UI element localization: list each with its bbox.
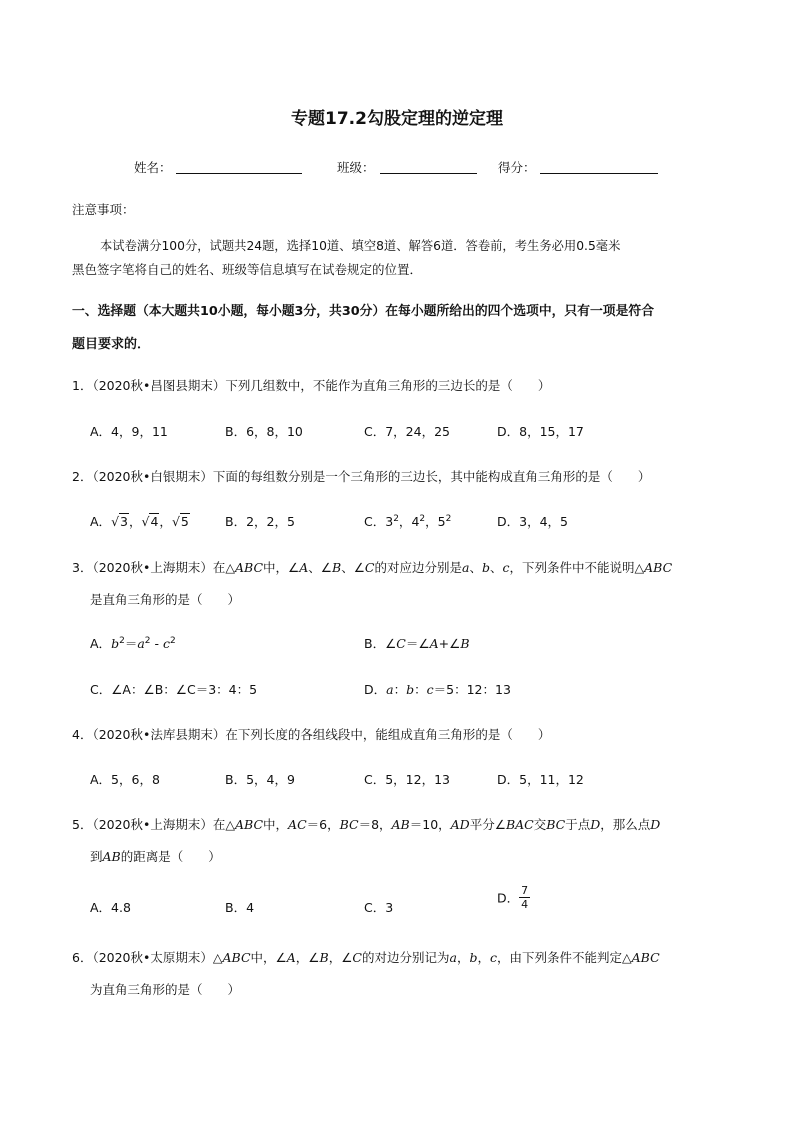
q1-option-d[interactable]: D．8，15，17: [497, 424, 584, 439]
q2-option-b[interactable]: B．2，2，5: [225, 514, 295, 529]
q2-option-c[interactable]: C．$3^2$，$4^2$，$5^2$: [364, 513, 452, 529]
q3-option-d[interactable]: D．a：b：c＝5：12：13: [364, 682, 511, 697]
score-field[interactable]: [540, 173, 658, 174]
fraction-7-4: $\frac{7}{4}$: [521, 884, 529, 911]
q3-option-b[interactable]: B．∠C＝∠A+∠B: [364, 636, 470, 651]
q5-option-b[interactable]: B．4: [225, 900, 255, 915]
class-label: 班级：: [337, 160, 375, 175]
question-6-stem-line-2: 为直角三角形的是（ ）: [90, 982, 241, 997]
page-title: 专题17.2勾股定理的逆定理: [291, 109, 503, 129]
q5-option-c[interactable]: C．3: [364, 900, 394, 915]
q4-option-a[interactable]: A．5，6，8: [90, 772, 160, 787]
q4-option-c[interactable]: C．5，12，13: [364, 772, 450, 787]
sqrt-4: √4: [141, 514, 159, 529]
q2-option-d[interactable]: D．3，4，5: [497, 514, 568, 529]
name-field[interactable]: [176, 173, 302, 174]
q4-option-b[interactable]: B．5，4，9: [225, 772, 295, 787]
q3-option-c[interactable]: C．∠A：∠B：∠C＝3：4：5: [90, 682, 258, 697]
question-3-stem-line-2: 是直角三角形的是（ ）: [90, 592, 241, 607]
question-5-stem: 5．（2020秋•上海期末）在△ABC中，AC＝6，BC＝8，AB＝10，AD平分∠BAC交BC于点D，那么点D: [72, 817, 661, 832]
score-label: 得分：: [498, 160, 536, 175]
q5-option-a[interactable]: A．4.8: [90, 900, 131, 915]
section-heading-line-2: 题目要求的．: [72, 337, 151, 352]
notice-heading: 注意事项：: [72, 202, 135, 217]
q5-option-d[interactable]: D． $\frac{7}{4}$: [497, 884, 529, 911]
q3-option-a[interactable]: A．$b^2=a^2 - c^2$: [90, 635, 176, 651]
class-field[interactable]: [380, 173, 477, 174]
sqrt-3: √3: [111, 514, 128, 529]
q2-option-a[interactable]: A．√3，√4，√5: [90, 514, 189, 529]
q1-option-a[interactable]: A．4，9，11: [90, 424, 168, 439]
question-1-stem: 1．（2020秋•昌图县期末）下列几组数中，不能作为直角三角形的三边长的是（ ）: [72, 378, 551, 393]
question-3-stem: 3．（2020秋•上海期末）在△ABC中，∠A、∠B、∠C的对应边分别是a、b、c，下列条件中不能说明△ABC: [72, 560, 673, 575]
question-6-stem: 6．（2020秋•太原期末）△ABC中，∠A，∠B，∠C的对边分别记为a，b，c，由下列条件不能判定△ABC: [72, 950, 660, 965]
name-label: 姓名：: [134, 160, 172, 175]
q4-option-d[interactable]: D．5，11，12: [497, 772, 584, 787]
question-2-stem: 2．（2020秋•白银期末）下面的每组数分别是一个三角形的三边长，其中能构成直角三角形的是（ ）: [72, 469, 651, 484]
q1-option-c[interactable]: C．7，24，25: [364, 424, 450, 439]
sqrt-5: √5: [171, 514, 189, 529]
section-heading-line-1: 一、选择题（本大题共10小题，每小题3分，共30分）在每小题所给出的四个选项中，只有一项是符合: [72, 304, 654, 319]
notice-line-1: 本试卷满分100分，试题共24题，选择10道、填空8道、解答6道．答卷前，考生务必用0.5毫米: [100, 239, 621, 253]
q1-option-b[interactable]: B．6，8，10: [225, 424, 303, 439]
question-4-stem: 4．（2020秋•法库县期末）在下列长度的各组线段中，能组成直角三角形的是（ ）: [72, 727, 551, 742]
question-5-stem-line-2: 到AB的距离是（ ）: [90, 849, 221, 864]
option-letter: A．: [90, 514, 112, 529]
notice-line-2: 黑色签字笔将自己的姓名、班级等信息填写在试卷规定的位置．: [72, 262, 423, 277]
